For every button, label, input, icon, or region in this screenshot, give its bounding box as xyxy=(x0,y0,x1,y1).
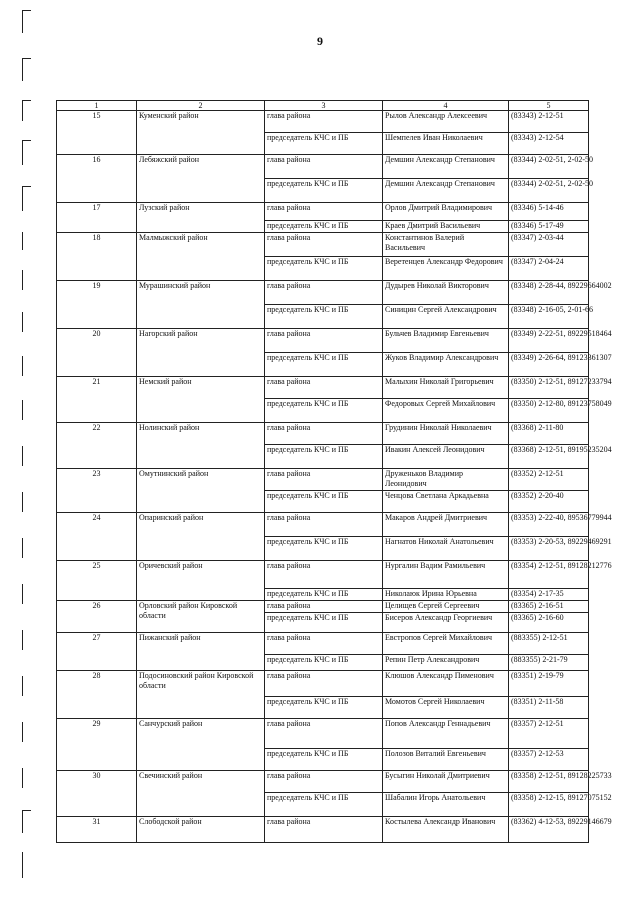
district-name: Оричевский район xyxy=(137,561,265,601)
district-name: Малмыжский район xyxy=(137,233,265,281)
table-row xyxy=(57,513,589,537)
phone-number: (83352) 2-12-51 xyxy=(509,469,589,491)
row-number: 16 xyxy=(57,155,137,203)
table-row xyxy=(57,561,589,589)
phone-number: (83368) 2-11-80 xyxy=(509,423,589,445)
official-name: Попов Александр Геннадьевич xyxy=(383,719,509,749)
official-name: Нагнатов Николай Анатольевич xyxy=(383,537,509,561)
table-row xyxy=(57,601,589,613)
table-row xyxy=(57,817,589,843)
official-name: Целищев Сергей Сергеевич xyxy=(383,601,509,613)
phone-number: (83368) 2-12-51, 89195235204 xyxy=(509,445,589,469)
official-name: Орлов Дмитрий Владимирович xyxy=(383,203,509,221)
official-role: глава района xyxy=(265,423,383,445)
table-row xyxy=(57,469,589,491)
phone-number: (83350) 2-12-51, 89127233794 xyxy=(509,377,589,399)
row-number: 29 xyxy=(57,719,137,771)
contacts-table xyxy=(56,100,612,843)
official-name: Дудырев Николай Викторович xyxy=(383,281,509,305)
official-role: глава района xyxy=(265,155,383,179)
official-role: глава района xyxy=(265,561,383,589)
official-name: Момотов Сергей Николаевич xyxy=(383,697,509,719)
official-name: Репин Петр Александрович xyxy=(383,655,509,671)
header-col-3: 3 xyxy=(265,101,383,111)
official-name: Демшин Александр Степанович xyxy=(383,155,509,179)
phone-number: (83349) 2-26-64, 89123361307 xyxy=(509,353,589,377)
official-name: Бусыгин Николай Дмитриевич xyxy=(383,771,509,793)
official-role: председатель КЧС и ПБ xyxy=(265,221,383,233)
official-role: глава района xyxy=(265,329,383,353)
district-name: Пижанский район xyxy=(137,633,265,671)
official-name: Макаров Андрей Дмитриевич xyxy=(383,513,509,537)
table-row xyxy=(57,203,589,221)
phone-number: (83365) 2-16-60 xyxy=(509,613,589,633)
phone-number: (83358) 2-12-51, 89128225733 xyxy=(509,771,589,793)
table-row xyxy=(57,377,589,399)
district-name: Лузский район xyxy=(137,203,265,233)
phone-number: (83357) 2-12-51 xyxy=(509,719,589,749)
row-number: 15 xyxy=(57,111,137,155)
official-role: председатель КЧС и ПБ xyxy=(265,353,383,377)
district-name: Немский район xyxy=(137,377,265,423)
official-name: Ченцова Светлана Аркадьевна xyxy=(383,491,509,513)
phone-number: (83344) 2-02-51, 2-02-50 xyxy=(509,179,589,203)
phone-number: (83348) 2-28-44, 89229664002 xyxy=(509,281,589,305)
table-row xyxy=(57,233,589,257)
row-number: 25 xyxy=(57,561,137,601)
table-body xyxy=(57,111,612,843)
official-role: глава района xyxy=(265,281,383,305)
official-name: Полозов Виталий Евгеньевич xyxy=(383,749,509,771)
official-role: председатель КЧС и ПБ xyxy=(265,491,383,513)
official-name: Константинов Валерий Васильевич xyxy=(383,233,509,257)
official-role: глава района xyxy=(265,377,383,399)
district-name: Нолинский район xyxy=(137,423,265,469)
binding-margin-marks xyxy=(22,0,42,905)
official-role: председатель КЧС и ПБ xyxy=(265,793,383,817)
phone-number: (83351) 2-19-79 xyxy=(509,671,589,697)
district-name: Опаринский район xyxy=(137,513,265,561)
official-role: глава района xyxy=(265,817,383,843)
official-name: Демшин Александр Степанович xyxy=(383,179,509,203)
phone-number: (83349) 2-22-51, 89229518464 xyxy=(509,329,589,353)
official-name: Синицин Сергей Александрович xyxy=(383,305,509,329)
official-name: Краев Дмитрий Васильевич xyxy=(383,221,509,233)
row-number: 23 xyxy=(57,469,137,513)
official-role: глава района xyxy=(265,719,383,749)
official-role: председатель КЧС и ПБ xyxy=(265,537,383,561)
phone-number: (83352) 2-20-40 xyxy=(509,491,589,513)
official-role: председатель КЧС и ПБ xyxy=(265,305,383,329)
phone-number: (83353) 2-22-40, 89536779944 xyxy=(509,513,589,537)
district-name: Санчурский район xyxy=(137,719,265,771)
phone-number: (83346) 5-14-46 xyxy=(509,203,589,221)
official-role: глава района xyxy=(265,601,383,613)
row-number: 19 xyxy=(57,281,137,329)
official-name: Клюшов Александр Пименович xyxy=(383,671,509,697)
phone-number: (83362) 4-12-53, 89229146679 xyxy=(509,817,589,843)
phone-number: (83358) 2-12-15, 89127075152 xyxy=(509,793,589,817)
official-role: глава района xyxy=(265,671,383,697)
official-role: глава района xyxy=(265,513,383,537)
district-name: Орловский район Кировской области xyxy=(137,601,265,633)
district-name: Куменский район xyxy=(137,111,265,155)
official-role: председатель КЧС и ПБ xyxy=(265,749,383,771)
district-name: Слободской район xyxy=(137,817,265,843)
table-row xyxy=(57,155,589,179)
phone-number: (83354) 2-12-51, 89128212776 xyxy=(509,561,589,589)
phone-number: (83357) 2-12-53 xyxy=(509,749,589,771)
header-col-2: 2 xyxy=(137,101,265,111)
district-name: Мурашинский район xyxy=(137,281,265,329)
official-role: председатель КЧС и ПБ xyxy=(265,445,383,469)
phone-number: (883355) 2-12-51 xyxy=(509,633,589,655)
district-name: Свечинский район xyxy=(137,771,265,817)
table-row xyxy=(57,423,589,445)
phone-number: (83350) 2-12-80, 89123758049 xyxy=(509,399,589,423)
row-number: 20 xyxy=(57,329,137,377)
header-col-1: 1 xyxy=(57,101,137,111)
official-name: Федоровых Сергей Михайлович xyxy=(383,399,509,423)
table-row xyxy=(57,281,589,305)
official-role: председатель КЧС и ПБ xyxy=(265,589,383,601)
row-number: 31 xyxy=(57,817,137,843)
table-row xyxy=(57,719,589,749)
phone-number: (83365) 2-16-51 xyxy=(509,601,589,613)
header-col-5: 5 xyxy=(509,101,589,111)
phone-number: (883355) 2-21-79 xyxy=(509,655,589,671)
row-number: 21 xyxy=(57,377,137,423)
row-number: 27 xyxy=(57,633,137,671)
official-name: Веретенцев Александр Федорович xyxy=(383,257,509,281)
row-number: 28 xyxy=(57,671,137,719)
row-number: 26 xyxy=(57,601,137,633)
phone-number: (83347) 2-04-24 xyxy=(509,257,589,281)
official-role: председатель КЧС и ПБ xyxy=(265,399,383,423)
phone-number: (83353) 2-20-53, 89229469291 xyxy=(509,537,589,561)
official-name: Друженьков Владимир Леонидович xyxy=(383,469,509,491)
table-row xyxy=(57,671,589,697)
official-name: Нургалин Вадим Рамильевич xyxy=(383,561,509,589)
phone-number: (83348) 2-16-05, 2-01-66 xyxy=(509,305,589,329)
official-role: председатель КЧС и ПБ xyxy=(265,133,383,155)
table-row xyxy=(57,633,589,655)
table-row xyxy=(57,771,589,793)
phone-number: (83351) 2-11-58 xyxy=(509,697,589,719)
phone-number: (83344) 2-02-51, 2-02-50 xyxy=(509,155,589,179)
official-name: Ивакин Алексей Леонидович xyxy=(383,445,509,469)
official-name: Рылов Александр Алексеевич xyxy=(383,111,509,133)
phone-number: (83343) 2-12-54 xyxy=(509,133,589,155)
official-role: председатель КЧС и ПБ xyxy=(265,257,383,281)
official-name: Шемпелев Иван Николаевич xyxy=(383,133,509,155)
official-role: глава района xyxy=(265,633,383,655)
official-role: глава района xyxy=(265,111,383,133)
phone-number: (83347) 2-03-44 xyxy=(509,233,589,257)
official-role: председатель КЧС и ПБ xyxy=(265,613,383,633)
phone-number: (83354) 2-17-35 xyxy=(509,589,589,601)
official-role: глава района xyxy=(265,203,383,221)
official-role: председатель КЧС и ПБ xyxy=(265,697,383,719)
official-name: Шабалин Игорь Анатольевич xyxy=(383,793,509,817)
row-number: 30 xyxy=(57,771,137,817)
table-header xyxy=(57,101,589,111)
row-number: 18 xyxy=(57,233,137,281)
official-name: Жуков Владимир Александрович xyxy=(383,353,509,377)
row-number: 17 xyxy=(57,203,137,233)
official-name: Бульчев Владимир Евгеньевич xyxy=(383,329,509,353)
header-col-4: 4 xyxy=(383,101,509,111)
table-row xyxy=(57,111,589,133)
official-role: председатель КЧС и ПБ xyxy=(265,179,383,203)
phone-number: (83343) 2-12-51 xyxy=(509,111,589,133)
district-name: Омутнинский район xyxy=(137,469,265,513)
official-name: Евстропов Сергей Михайлович xyxy=(383,633,509,655)
official-name: Грудинин Николай Николаевич xyxy=(383,423,509,445)
official-role: председатель КЧС и ПБ xyxy=(265,655,383,671)
table-row xyxy=(57,329,589,353)
page-number: 9 xyxy=(317,34,323,48)
official-name: Костылева Александр Иванович xyxy=(383,817,509,843)
row-number: 24 xyxy=(57,513,137,561)
row-number: 22 xyxy=(57,423,137,469)
official-role: глава района xyxy=(265,469,383,491)
official-role: глава района xyxy=(265,771,383,793)
official-role: глава района xyxy=(265,233,383,257)
official-name: Николаюк Ирина Юрьевна xyxy=(383,589,509,601)
official-name: Бисеров Александр Георгиевич xyxy=(383,613,509,633)
district-name: Нагорский район xyxy=(137,329,265,377)
district-name: Подосиновский район Кировской области xyxy=(137,671,265,719)
district-name: Лебяжский район xyxy=(137,155,265,203)
official-name: Малыхин Николай Григорьевич xyxy=(383,377,509,399)
phone-number: (83346) 5-17-49 xyxy=(509,221,589,233)
